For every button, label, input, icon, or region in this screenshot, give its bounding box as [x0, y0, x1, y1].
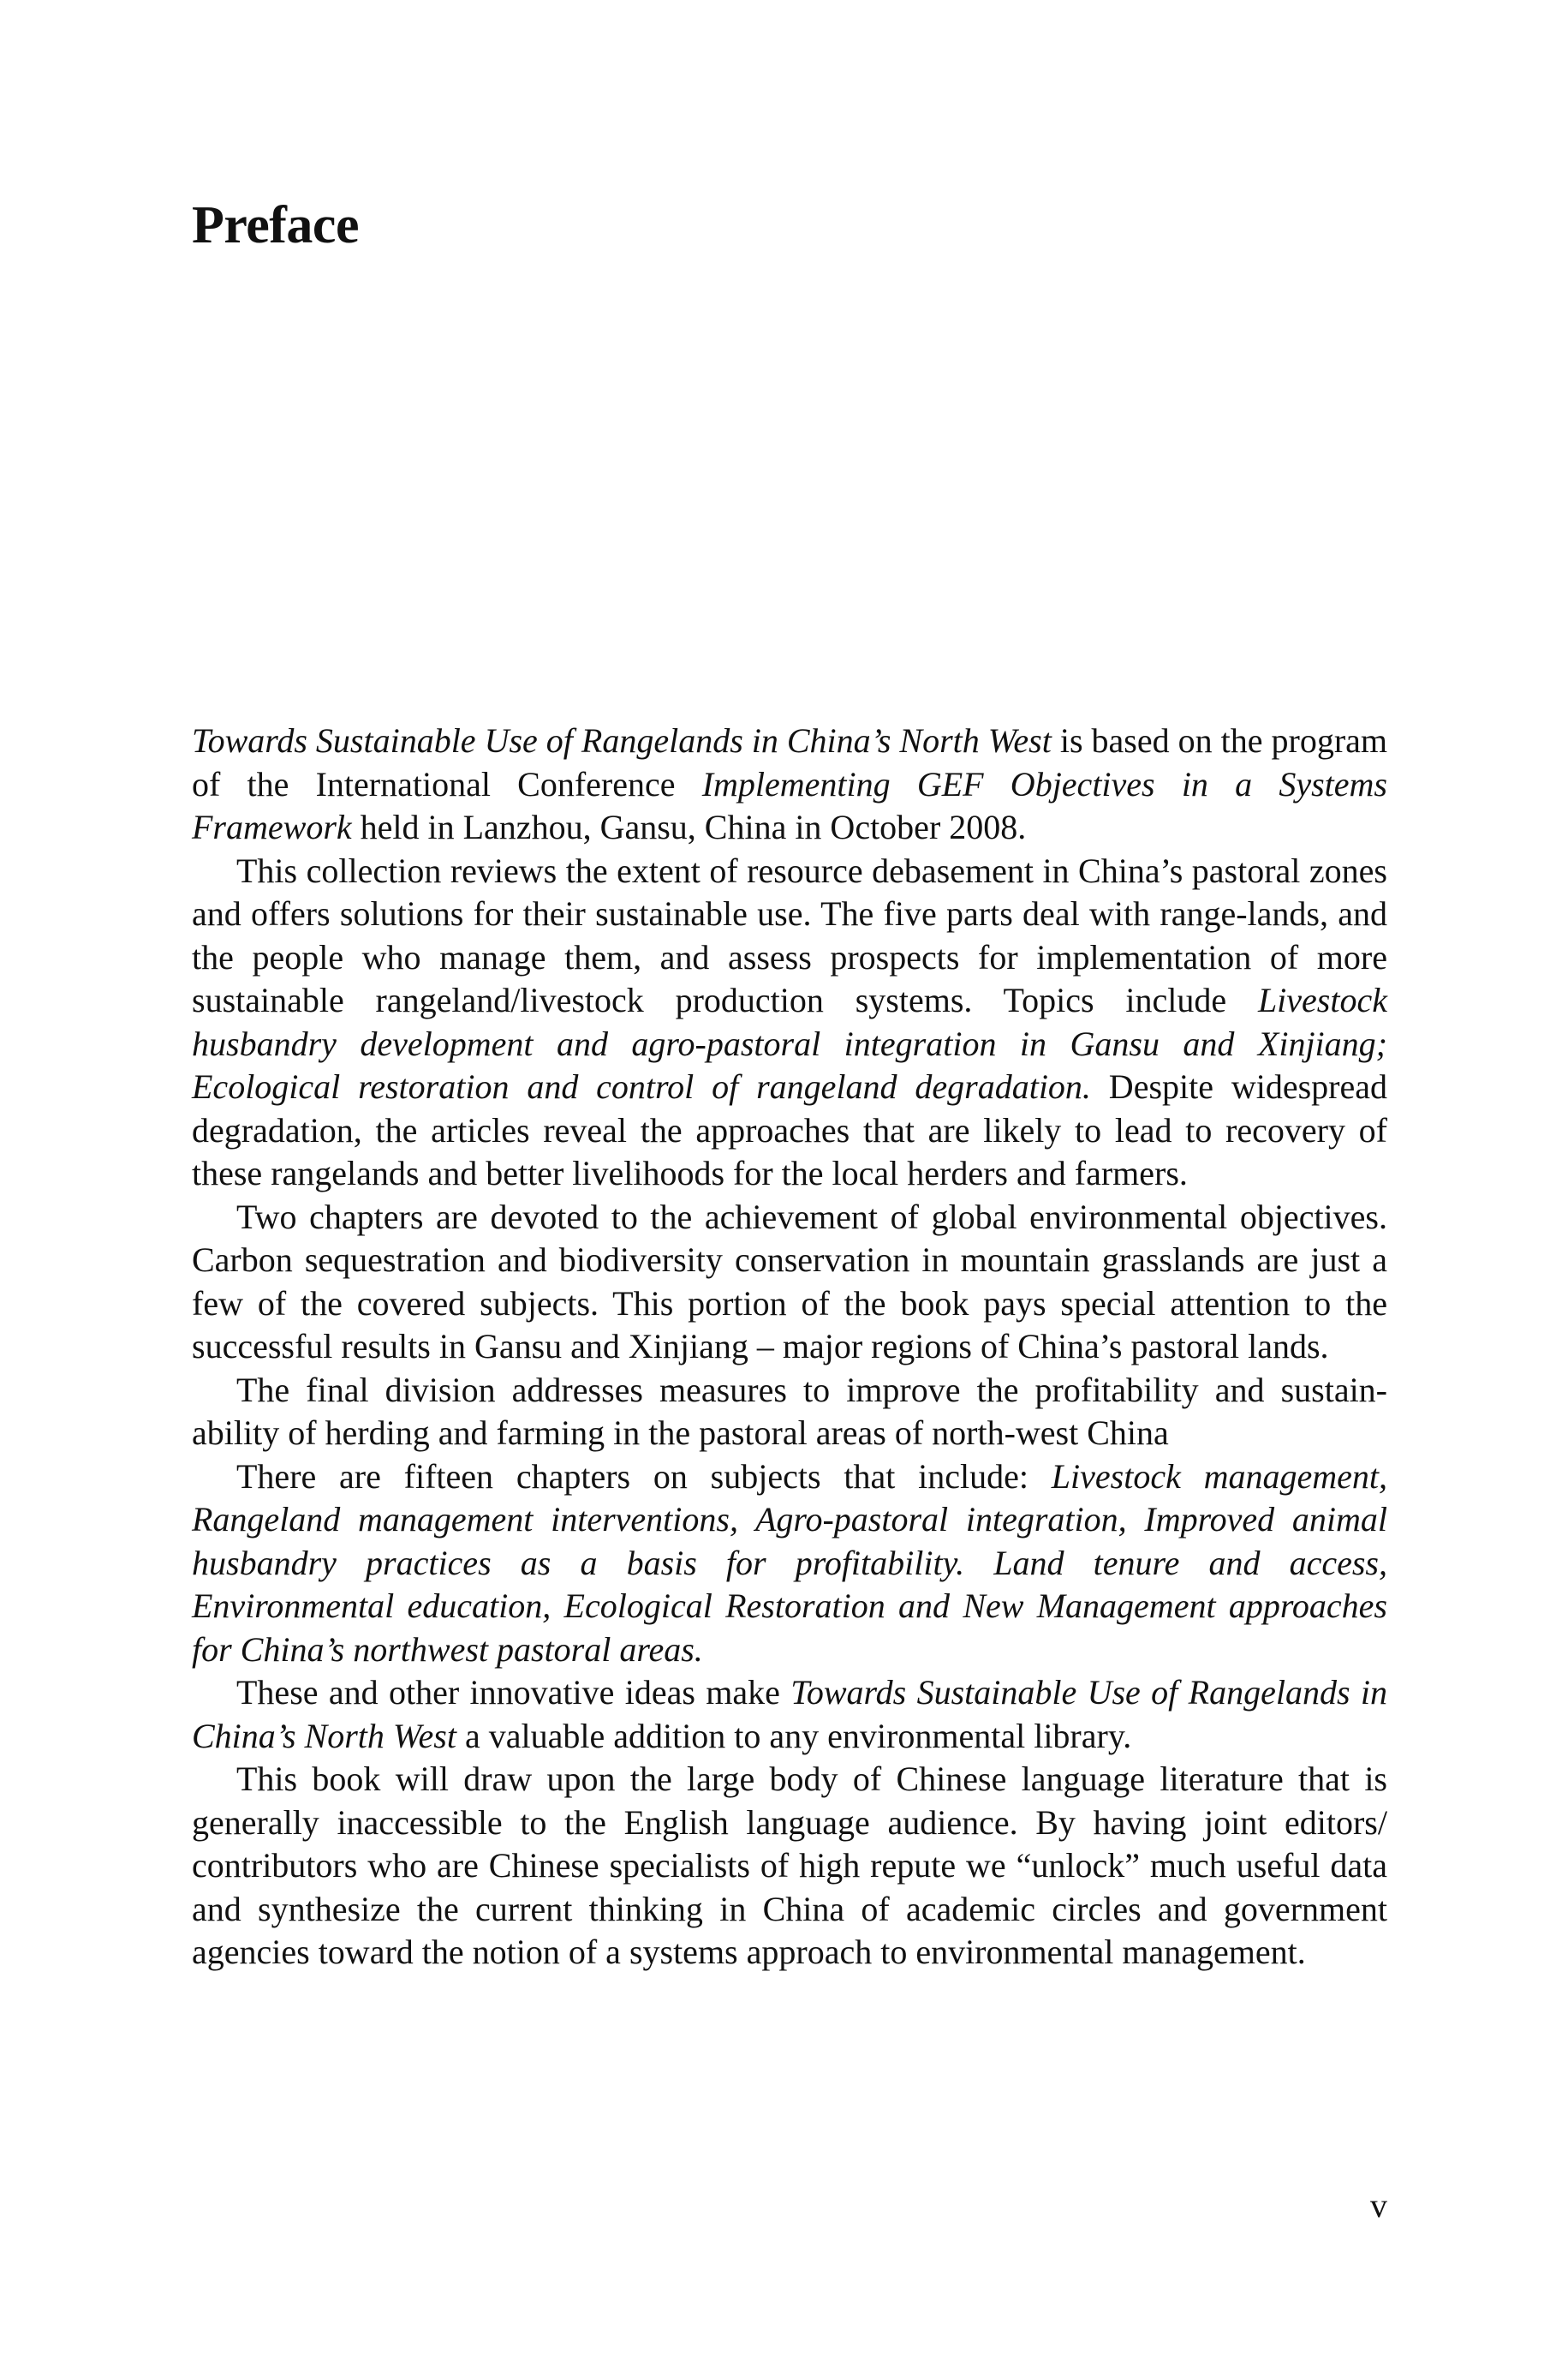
- text-run: a valuable addition to any environmental library.: [456, 1716, 1132, 1755]
- italic-text-run: Towards Sustainable Use of Rangelands in China’s North West: [192, 1673, 1387, 1755]
- text-run: These and other innovative ideas make: [236, 1673, 791, 1712]
- preface-paragraph: [192, 720, 1387, 850]
- text-run: The final division addresses measures to improve the profitability and sustain-ability of herding and farming in the pastoral areas of north-west China: [192, 1370, 1387, 1452]
- preface-paragraph: [192, 1671, 1387, 1758]
- text-run: held in Lanzhou, Gansu, China in October 2008.: [351, 808, 1027, 846]
- page-title: Preface: [192, 196, 359, 254]
- preface-paragraph: [192, 1758, 1387, 1975]
- text-run: is based on the program of the International Conference: [192, 721, 1388, 804]
- preface-body: [192, 720, 1387, 1975]
- text-run: This collection reviews the extent of resource debasement in China’s pastoral zones and offers solutions for their sustainable use. The five parts deal with range-lands, and the people who manage them, and assess prospects for implementation of more sustainable rangeland/livestock production systems. Topics include: [192, 851, 1387, 1019]
- preface-paragraph: [192, 1369, 1387, 1455]
- text-run: This book will draw upon the large body of Chinese language literature that is generally inaccessible to the English language audience. By having joint editors/ contributors who are Chinese specialists of high repute we “unlock” much useful data and synthesize the current thinking in China of academic circles and government agencies toward the notion of a systems approach to environmental management.: [192, 1760, 1387, 1971]
- page-number: v: [1370, 2186, 1387, 2225]
- italic-text-run: Livestock management, Rangeland management interventions, Agro-pastoral integration, Improved animal husbandry practices as a basis for profitability. Land tenure and access, Environmental education, Ecological Restoration and New Management approaches for China’s northwest pastoral areas.: [192, 1456, 1388, 1669]
- italic-text-run: Implementing GEF Objectives in a Systems Framework: [192, 764, 1387, 846]
- preface-paragraph: [192, 1196, 1387, 1369]
- italic-text-run: Livestock husbandry development and agro-pastoral integration in Gansu and Xinjiang; Ecological restoration and control of rangeland degradation.: [192, 981, 1387, 1106]
- italic-text-run: Towards Sustainable Use of Rangelands in China’s North West: [192, 721, 1052, 760]
- preface-paragraph: [192, 850, 1387, 1196]
- text-run: Despite widespread degradation, the articles reveal the approaches that are likely to lead to recovery of these rangelands and better livelihoods for the local herders and farmers.: [192, 1067, 1387, 1192]
- text-run: Two chapters are devoted to the achievement of global environmental objectives. Carbon sequestration and biodiversity conservation in mountain grasslands are just a few of the covered subjects. This portion of the book pays special attention to the successful results in Gansu and Xinjiang – major regions of China’s pastoral lands.: [192, 1197, 1387, 1365]
- preface-paragraph: [192, 1455, 1387, 1672]
- text-run: There are fifteen chapters on subjects that include:: [236, 1456, 1052, 1496]
